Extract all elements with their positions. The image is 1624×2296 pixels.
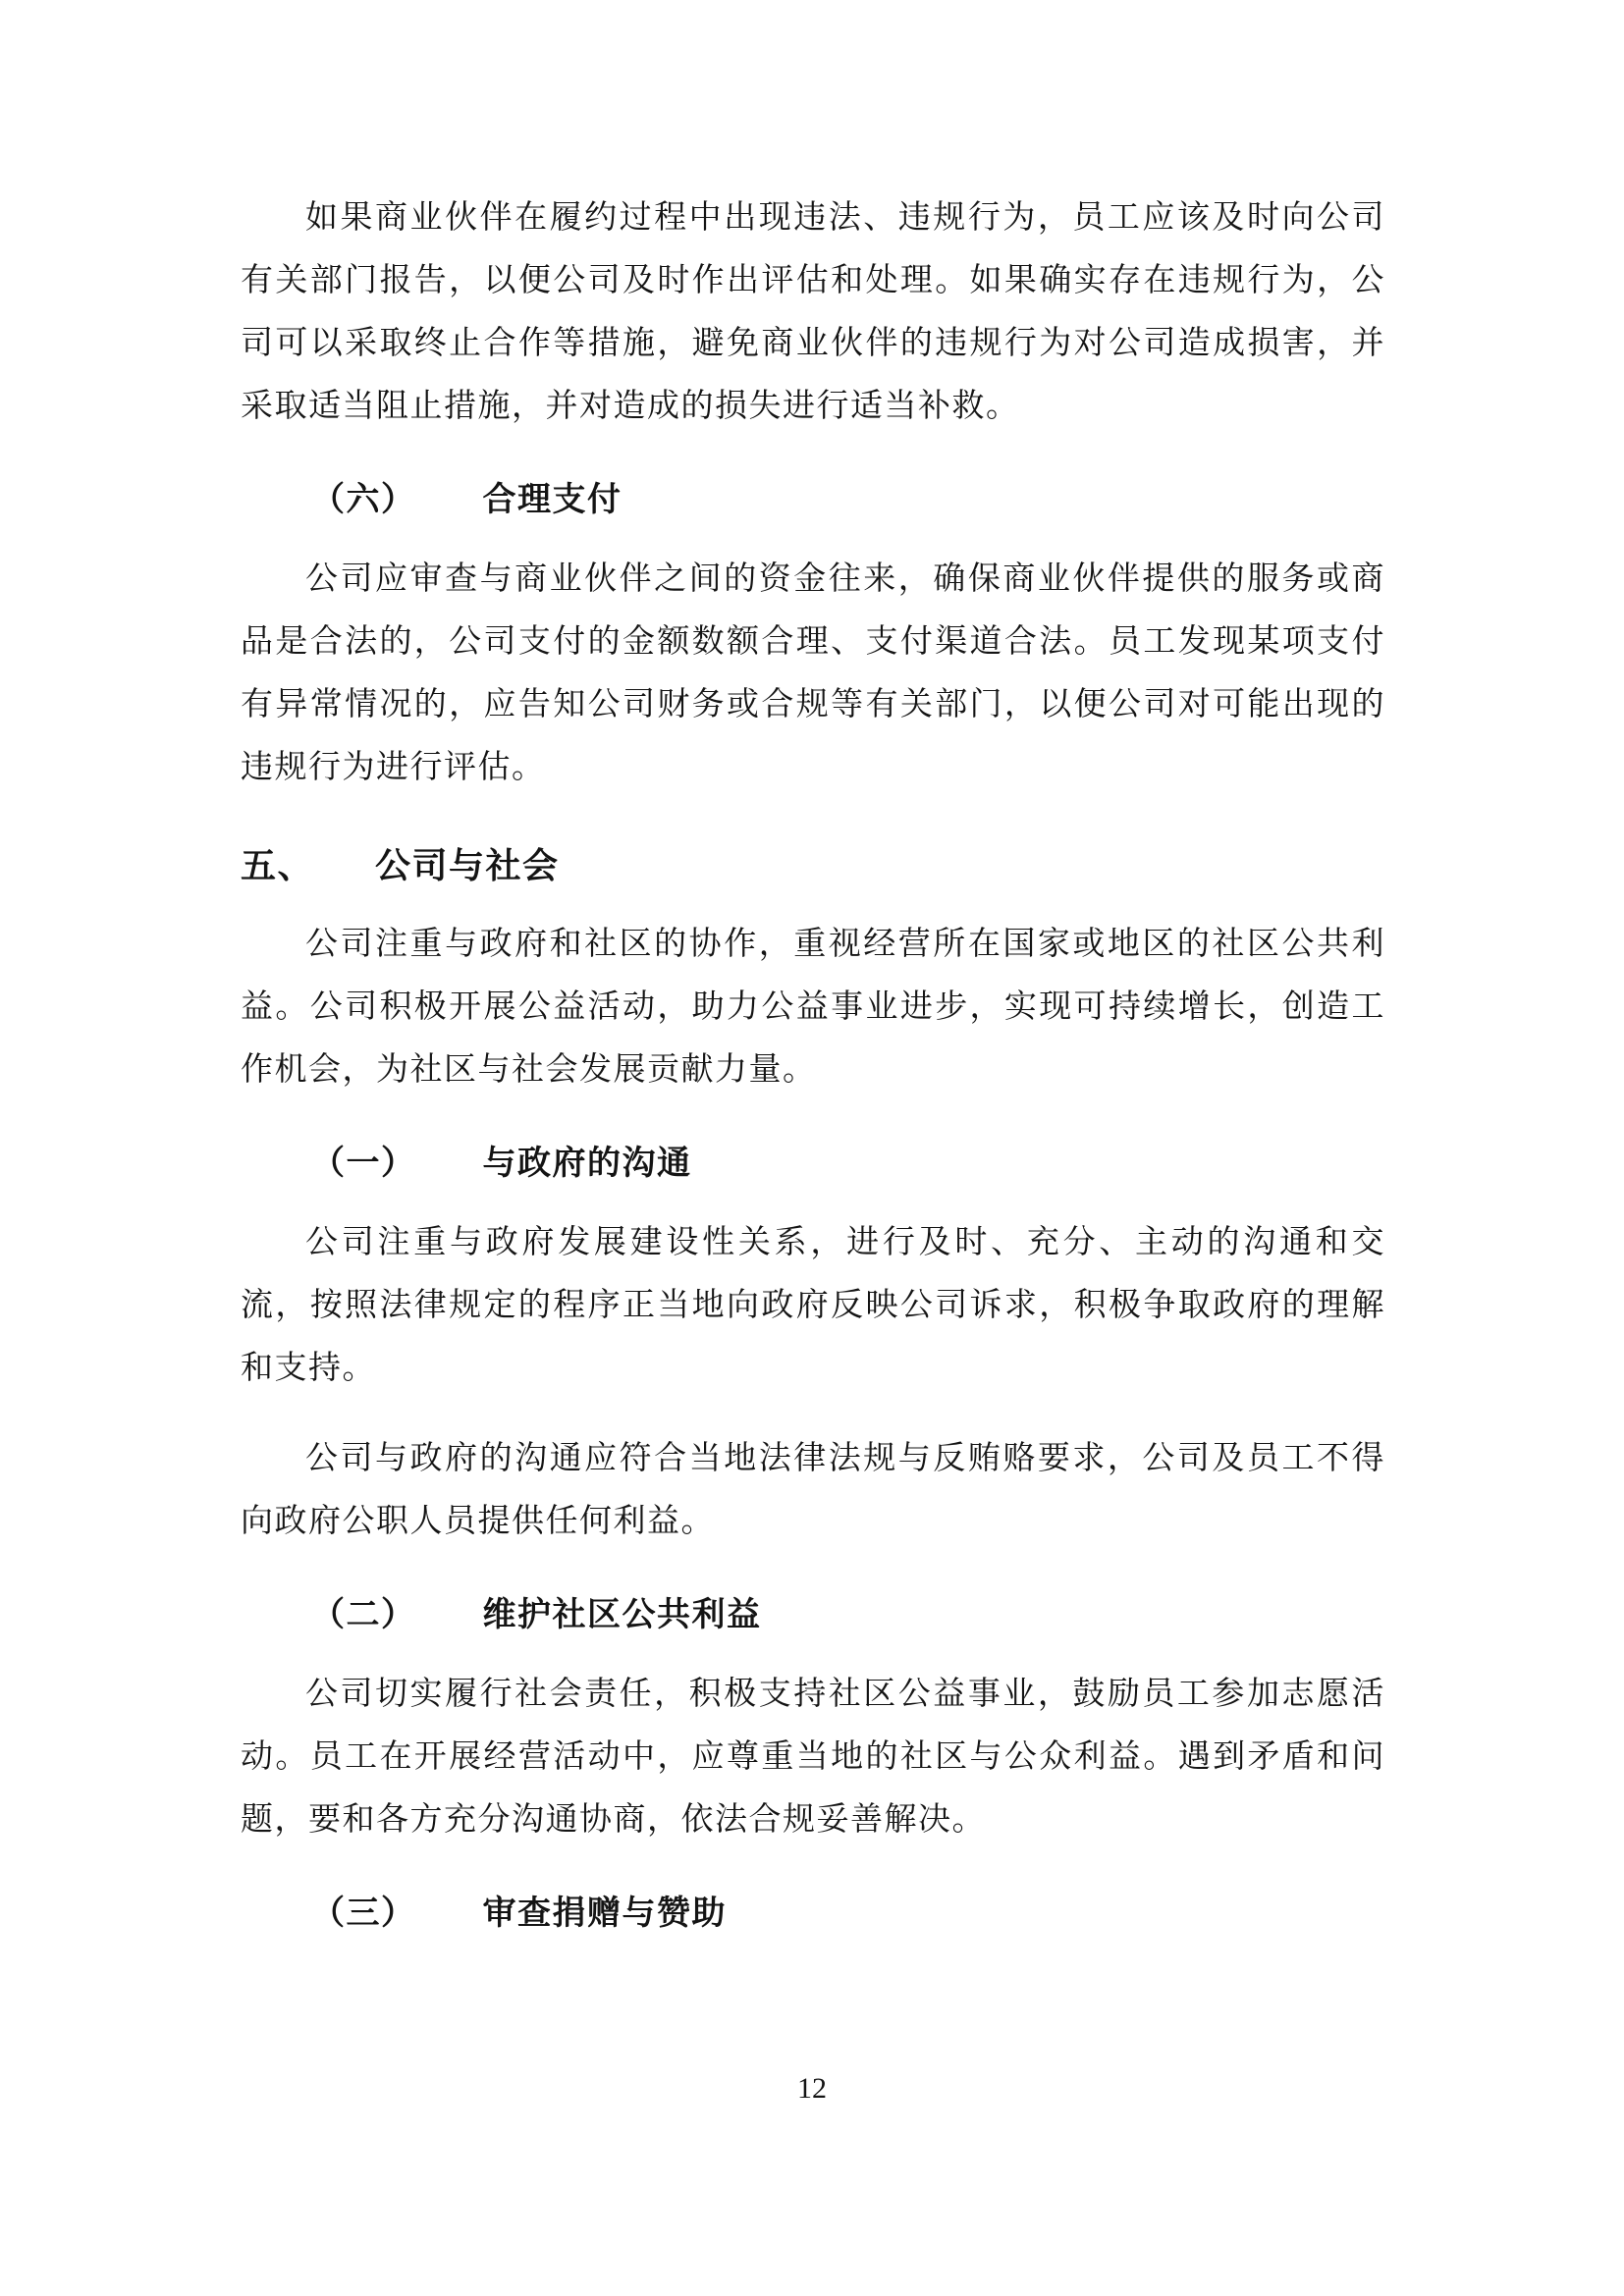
body-paragraph: 公司与政府的沟通应符合当地法律法规与反贿赂要求，公司及员工不得向政府公职人员提供任何利益。 (241, 1441, 1385, 1539)
section-heading (241, 469, 1385, 532)
chapter-heading (241, 834, 1385, 897)
heading-number: （六） (311, 482, 416, 518)
heading-title: 与政府的沟通 (482, 1146, 692, 1182)
body-paragraph: 如果商业伙伴在履约过程中出现违法、违规行为，员工应该及时向公司有关部门报告，以便公司及时作出评估和处理。如果确实存在违规行为，公司可以采取终止合作等措施，避免商业伙伴的违规行为对公司造成损害，并采取适当阻止措施，并对造成的损失进行适当补救。 (241, 200, 1385, 424)
heading-title: 公司与社会 (375, 846, 560, 885)
heading-number: （一） (311, 1146, 416, 1182)
heading-title: 合理支付 (482, 482, 623, 518)
heading-title: 审查捐赠与赞助 (482, 1896, 727, 1932)
heading-title: 维护社区公共利益 (482, 1597, 762, 1633)
heading-number: 五、 (241, 846, 315, 885)
section-heading (241, 1133, 1385, 1196)
section-heading (241, 1584, 1385, 1647)
body-paragraph: 公司切实履行社会责任，积极支持社区公益事业，鼓励员工参加志愿活动。员工在开展经营活动中，应尊重当地的社区与公众利益。遇到矛盾和问题，要和各方充分沟通协商，依法合规妥善解决。 (241, 1677, 1385, 1838)
body-paragraph: 公司注重与政府和社区的协作，重视经营所在国家或地区的社区公共利益。公司积极开展公益活动，助力公益事业进步，实现可持续增长，创造工作机会，为社区与社会发展贡献力量。 (241, 927, 1385, 1088)
body-paragraph: 公司应审查与商业伙伴之间的资金往来，确保商业伙伴提供的服务或商品是合法的，公司支付的金额数额合理、支付渠道合法。员工发现某项支付有异常情况的，应告知公司财务或合规等有关部门，以便公司对可能出现的违规行为进行评估。 (241, 561, 1385, 785)
heading-number: （二） (311, 1597, 416, 1633)
page-footer (0, 2069, 1624, 2109)
section-heading (241, 1883, 1385, 1946)
heading-number: （三） (311, 1896, 416, 1932)
page-number: 12 (797, 2072, 827, 2105)
body-paragraph: 公司注重与政府发展建设性关系，进行及时、充分、主动的沟通和交流，按照法律规定的程序正当地向政府反映公司诉求，积极争取政府的理解和支持。 (241, 1225, 1385, 1386)
document-content (241, 187, 1385, 1961)
